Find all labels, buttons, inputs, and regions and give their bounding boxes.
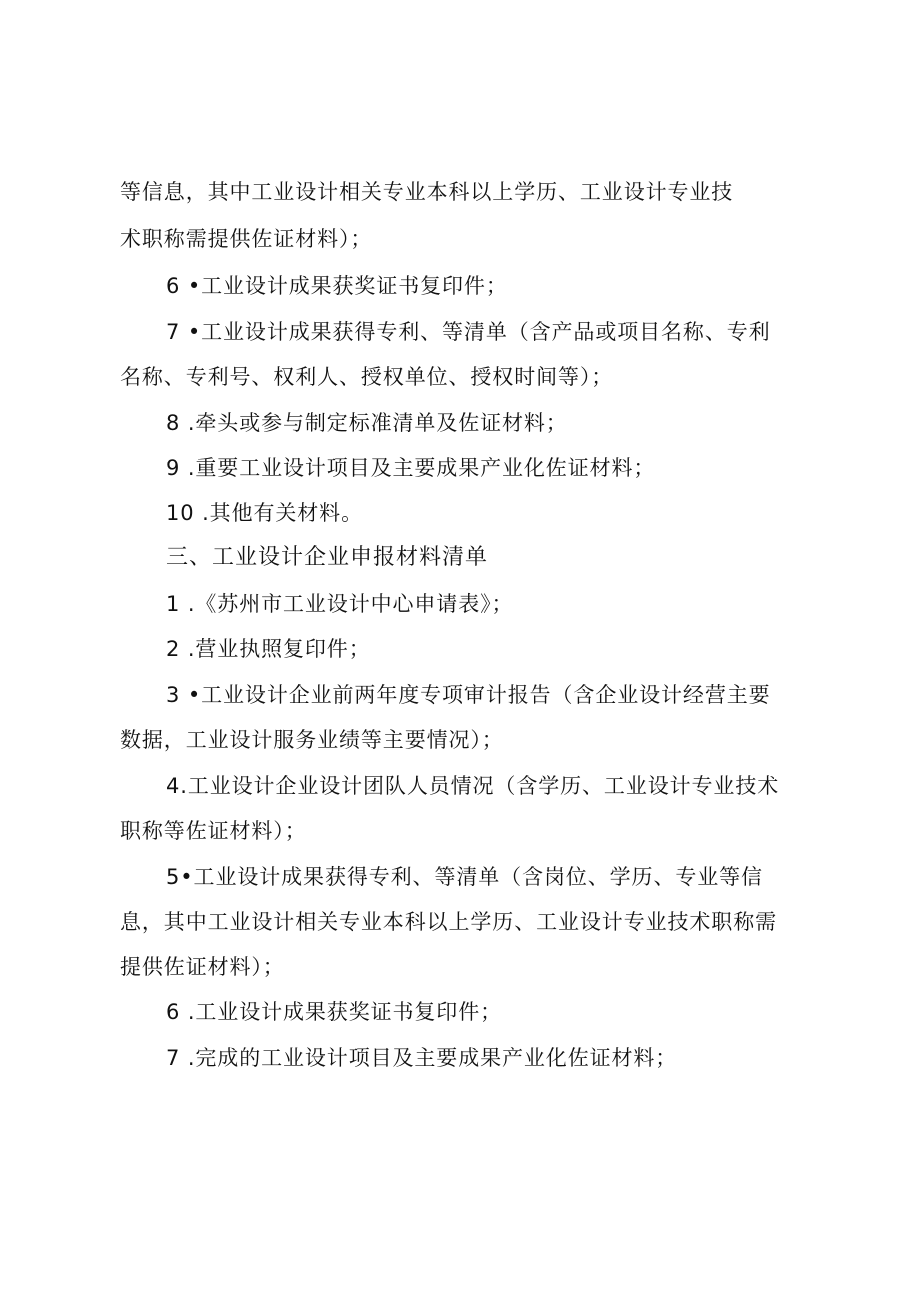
list-item-7-line-1: 7 •工业设计成果获得专利、等清单（含产品或项目名称、专利	[166, 320, 771, 344]
section-three-item-5-line-1: 5•工业设计成果获得专利、等清单（含岗位、学历、专业等信	[166, 865, 763, 889]
section-three-item-6: 6 .工业设计成果获奖证书复印件；	[166, 1000, 503, 1024]
continued-item-line-2: 术职称需提供佐证材料）；	[120, 227, 373, 251]
list-item-6: 6 •工业设计成果获奖证书复印件；	[166, 274, 508, 298]
section-three-item-4-line-2: 职称等佐证材料）；	[120, 819, 307, 843]
list-item-8: 8 .牵头或参与制定标准清单及佐证材料；	[166, 411, 568, 435]
list-item-9: 9 .重要工业设计项目及主要成果产业化佐证材料；	[166, 456, 656, 480]
section-three-heading: 三、工业设计企业申报材料清单	[166, 545, 489, 570]
section-three-item-3-line-2: 数据，工业设计服务业绩等主要情况）；	[120, 728, 504, 752]
section-three-item-5-line-2: 息，其中工业设计相关专业本科以上学历、工业设计专业技术职称需	[120, 910, 777, 934]
continued-item-line-1: 等信息，其中工业设计相关专业本科以上学历、工业设计专业技	[120, 180, 734, 204]
section-three-item-4-line-1: 4.工业设计企业设计团队人员情况（含学历、工业设计专业技术	[166, 774, 780, 798]
section-three-item-5-line-3: 提供佐证材料）；	[120, 955, 285, 979]
section-three-item-7: 7 .完成的工业设计项目及主要成果产业化佐证材料；	[166, 1046, 678, 1070]
list-item-10: 10 .其他有关材料。	[166, 501, 363, 525]
section-three-item-3-line-1: 3 •工业设计企业前两年度专项审计报告（含企业设计经营主要	[166, 683, 771, 707]
section-three-item-2: 2 .营业执照复印件；	[166, 637, 371, 661]
section-three-item-1: 1 .《苏州市工业设计中心申请表》；	[166, 592, 514, 616]
list-item-7-line-2: 名称、专利号、权利人、授权单位、授权时间等）；	[120, 365, 614, 389]
